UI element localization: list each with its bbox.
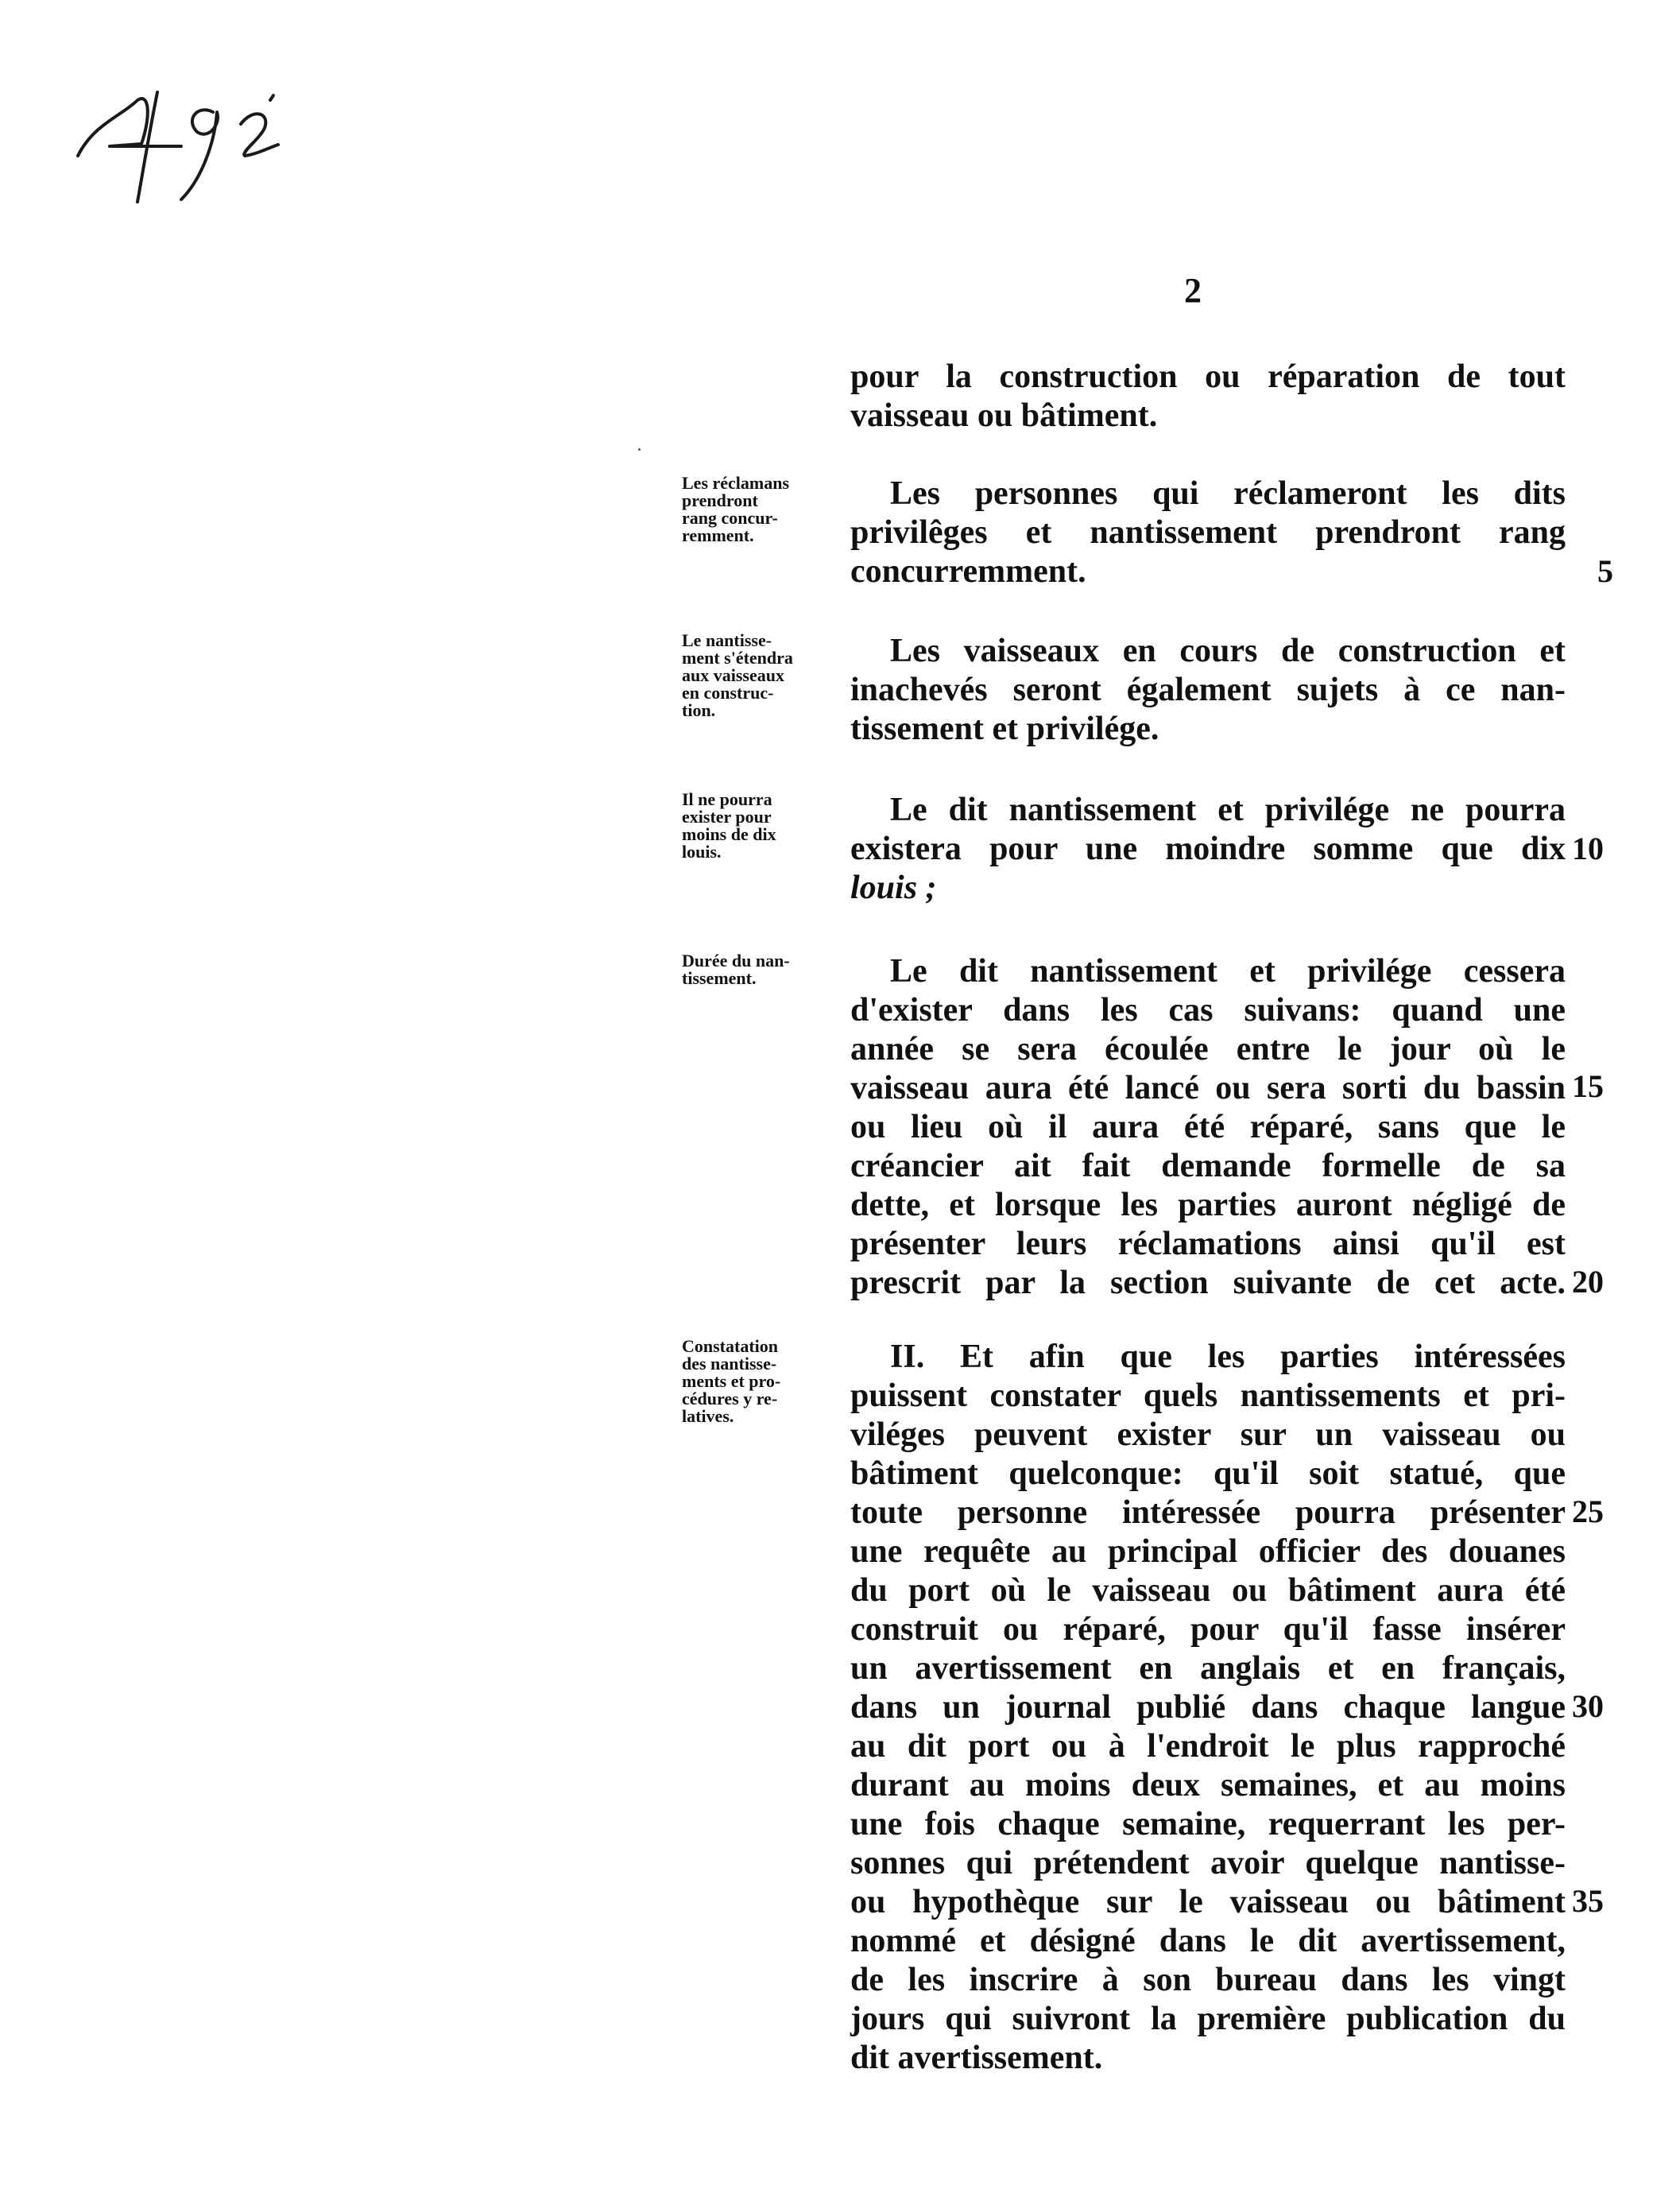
paragraph-claimants bbox=[850, 475, 1566, 591]
text-line: créancier ait fait demande formelle de sa bbox=[850, 1148, 1566, 1184]
text-line: une fois chaque semaine, requerrant les per- bbox=[850, 1806, 1566, 1842]
text-line: du port où le vaisseau ou bâtiment aura été bbox=[850, 1572, 1566, 1609]
text-line: concurremment. bbox=[850, 553, 1086, 590]
text-line: tissement et privilége. bbox=[850, 711, 1159, 747]
line-number: 35 bbox=[1572, 1883, 1604, 1919]
text-line: une requête au principal officier des douanes bbox=[850, 1533, 1566, 1570]
text-line: sonnes qui prétendent avoir quelque nantisse- bbox=[850, 1845, 1566, 1881]
paragraph-section-ii bbox=[850, 1338, 1566, 2078]
margin-note: Le nantisse- ment s'étendra aux vaisseaux en construc- tion. bbox=[682, 630, 793, 720]
text-line: vaisseau aura été lancé ou sera sorti du bassin bbox=[850, 1070, 1566, 1106]
line-number: 10 bbox=[1572, 831, 1604, 866]
text-line: ou hypothèque sur le vaisseau ou bâtiment bbox=[850, 1884, 1566, 1920]
text-line: dette, et lorsque les parties auront négligé de bbox=[850, 1187, 1566, 1223]
paragraph-vessels-under-construction bbox=[850, 632, 1566, 749]
text-line: présenter leurs réclamations ainsi qu'il est bbox=[850, 1226, 1566, 1262]
text-line: bâtiment quelconque: qu'il soit statué, que bbox=[850, 1455, 1566, 1492]
margin-note: Il ne pourra exister pour moins de dix louis. bbox=[682, 789, 776, 862]
paragraph-minimum-sum bbox=[850, 791, 1566, 908]
text-line: ou lieu où il aura été réparé, sans que le bbox=[850, 1109, 1566, 1145]
text-line: viléges peuvent exister sur un vaisseau ou bbox=[850, 1416, 1566, 1453]
text-line: louis ; bbox=[850, 870, 937, 906]
text-line: au dit port ou à l'endroit le plus rapproché bbox=[850, 1728, 1566, 1765]
handwritten-folio-mark bbox=[62, 68, 300, 211]
text-line: vaisseau ou bâtiment. bbox=[850, 397, 1158, 434]
text-line: pour la construction ou réparation de tout bbox=[850, 358, 1566, 395]
text-line: existera pour une moindre somme que dix bbox=[850, 831, 1566, 867]
line-number: 15 bbox=[1572, 1068, 1604, 1104]
text-line: jours qui suivront la première publication du bbox=[850, 2001, 1566, 2037]
text-line: année se sera écoulée entre le jour où le bbox=[850, 1031, 1566, 1067]
line-number: 30 bbox=[1572, 1688, 1604, 1724]
text-line: prescrit par la section suivante de cet acte. bbox=[850, 1265, 1566, 1301]
margin-note: Durée du nan- tissement. bbox=[682, 951, 790, 988]
text-line: de les inscrire à son bureau dans les vingt bbox=[850, 1962, 1566, 1998]
text-line: II. Et afin que les parties intéressées bbox=[890, 1339, 1566, 1375]
line-number: 5 bbox=[1597, 553, 1613, 589]
margin-note: Constatation des nantisse- ments et pro- cédures y re- latives. bbox=[682, 1336, 781, 1426]
text-line: inachevés seront également sujets à ce nan- bbox=[850, 672, 1566, 708]
text-line: un avertissement en anglais et en français, bbox=[850, 1650, 1566, 1687]
text-line: Les vaisseaux en cours de construction et bbox=[890, 633, 1566, 669]
page-number: 2 bbox=[1184, 271, 1202, 310]
text-line: d'exister dans les cas suivans: quand une bbox=[850, 992, 1566, 1029]
paragraph-continuation bbox=[850, 358, 1566, 436]
text-line: dans un journal publié dans chaque langue bbox=[850, 1689, 1566, 1726]
line-number: 20 bbox=[1572, 1264, 1604, 1300]
text-line: Le dit nantissement et privilége ne pourra bbox=[890, 792, 1566, 828]
text-line: nommé et désigné dans le dit avertissement, bbox=[850, 1923, 1566, 1959]
margin-note: Les réclamans prendront rang concur- remment. bbox=[682, 473, 790, 545]
text-line: Les personnes qui réclameront les dits bbox=[890, 475, 1566, 512]
line-number: 25 bbox=[1572, 1494, 1604, 1529]
paragraph-duration bbox=[850, 952, 1566, 1303]
text-line: puissent constater quels nantissements et pri- bbox=[850, 1377, 1566, 1414]
text-line: privilêges et nantissement prendront rang bbox=[850, 514, 1566, 551]
speck bbox=[638, 448, 641, 451]
text-line: durant au moins deux semaines, et au moins bbox=[850, 1767, 1566, 1804]
text-line: construit ou réparé, pour qu'il fasse insérer bbox=[850, 1611, 1566, 1648]
text-line: toute personne intéressée pourra présenter bbox=[850, 1494, 1566, 1531]
text-line: Le dit nantissement et privilége cessera bbox=[890, 953, 1566, 990]
text-line: dit avertissement. bbox=[850, 2040, 1103, 2076]
